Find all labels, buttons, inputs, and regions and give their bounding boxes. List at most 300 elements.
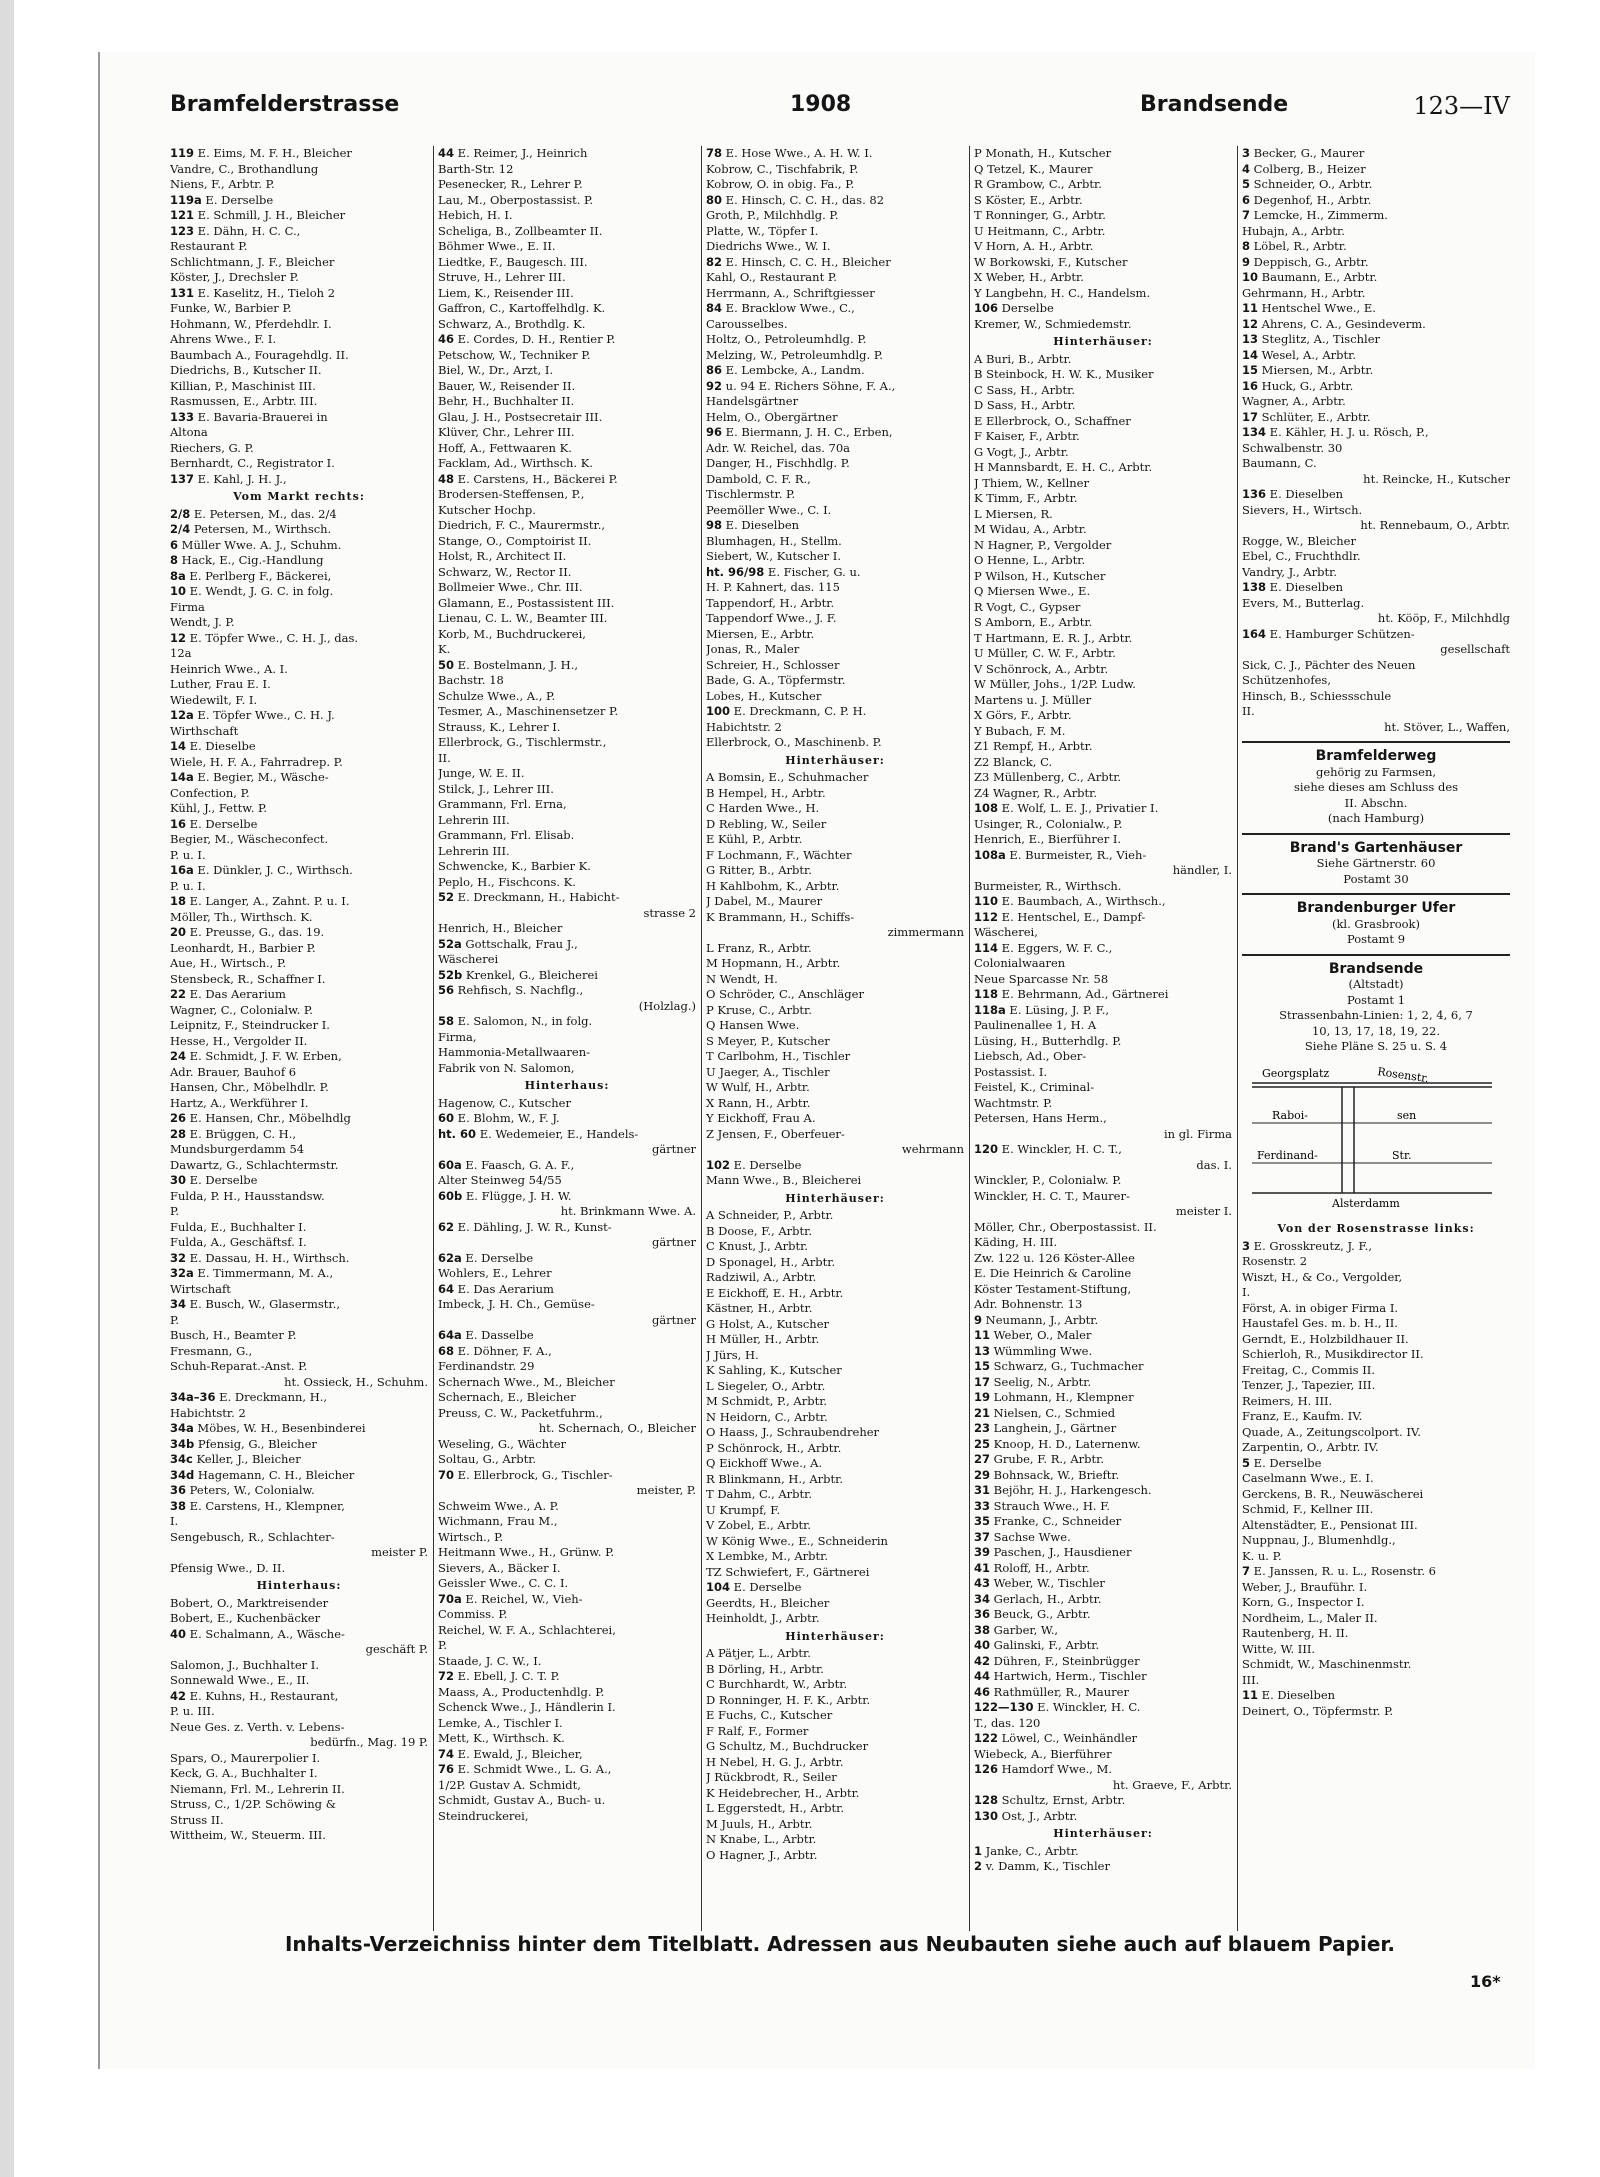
directory-entry: M Hopmann, H., Arbtr. bbox=[706, 956, 841, 970]
directory-entry: Z2 Blanck, C. bbox=[974, 754, 1053, 769]
column-5-street-boxes bbox=[1242, 741, 1510, 1055]
directory-entry: Geerdts, H., Bleicher bbox=[706, 1595, 830, 1610]
directory-entry: 26 E. Hansen, Chr., Möbelhdlg bbox=[170, 1111, 351, 1125]
directory-entry: Burmeister, R., Wirthsch. bbox=[974, 878, 1122, 893]
directory-entry: C Burchhardt, W., Arbtr. bbox=[706, 1677, 848, 1691]
directory-entry: Bauer, W., Reisender II. bbox=[438, 378, 576, 393]
directory-entry: Barth-Str. 12 bbox=[438, 161, 514, 176]
directory-entry: N Hagner, P., Vergolder bbox=[974, 537, 1112, 552]
directory-entry: Struss, C., 1/2P. Schöwing & bbox=[170, 1797, 336, 1811]
directory-entry: Struve, H., Lehrer III. bbox=[438, 270, 566, 284]
directory-entry: N Wendt, H. bbox=[706, 971, 778, 986]
map-raboisen-a: Raboi- bbox=[1272, 1108, 1308, 1122]
directory-entry: Stange, O., Comptoirist II. bbox=[438, 533, 592, 548]
directory-entry: meister, P. bbox=[636, 1483, 696, 1497]
directory-entry: Wendt, J. P. bbox=[170, 615, 235, 629]
directory-entry: 6 Müller Wwe. A. J., Schuhm. bbox=[170, 537, 342, 552]
directory-entry: C Harden Wwe., H. bbox=[706, 801, 820, 815]
directory-entry: 12 E. Töpfer Wwe., C. H. J., das. bbox=[170, 630, 359, 645]
directory-entry: Z3 Müllenberg, C., Arbtr. bbox=[974, 770, 1122, 784]
directory-entry: Fulda, P. H., Hausstandsw. bbox=[170, 1188, 325, 1203]
directory-entry: Wagner, C., Colonialw. P. bbox=[170, 1002, 313, 1017]
directory-entry: Lienau, C. L. W., Beamter III. bbox=[438, 611, 608, 625]
directory-entry: 15 Schwarz, G., Tuchmacher bbox=[974, 1359, 1144, 1373]
directory-entry: Hinterhäuser: bbox=[785, 1191, 885, 1205]
directory-entry: Firma bbox=[170, 599, 205, 614]
directory-entry: 84 E. Bracklow Wwe., C., bbox=[706, 301, 855, 315]
directory-entry: Wirthschaft bbox=[170, 723, 239, 738]
directory-entry: Wirtschaft bbox=[170, 1281, 231, 1296]
street-box-line: Strassenbahn-Linien: 1, 2, 4, 6, 7 bbox=[1279, 1008, 1473, 1022]
directory-entry: Z Jensen, F., Oberfeuer- bbox=[706, 1126, 845, 1141]
directory-entry: Mett, K., Wirthsch. K. bbox=[438, 1731, 565, 1745]
directory-entry: 40 E. Schalmann, A., Wäsche- bbox=[170, 1626, 345, 1641]
directory-entry: Winckler, H. C. T., Maurer- bbox=[974, 1188, 1130, 1203]
directory-entry: Franz, E., Kaufm. IV. bbox=[1242, 1409, 1363, 1423]
directory-entry: W König Wwe., E., Schneiderin bbox=[706, 1533, 888, 1548]
street-box-line: Postamt 9 bbox=[1346, 932, 1406, 946]
directory-entry: Danger, H., Fischhdlg. P. bbox=[706, 456, 850, 470]
directory-entry: B Doose, F., Arbtr. bbox=[706, 1223, 813, 1238]
directory-entry: 62a E. Derselbe bbox=[438, 1250, 534, 1265]
directory-entry: Niens, F., Arbtr. P. bbox=[170, 177, 275, 191]
directory-entry: Wiszt, H., & Co., Vergolder, bbox=[1242, 1269, 1403, 1284]
directory-entry: Schlichtmann, J. F., Bleicher bbox=[170, 254, 335, 269]
directory-entry: Freitag, C., Commis II. bbox=[1242, 1362, 1375, 1377]
directory-entry: 30 E. Derselbe bbox=[170, 1173, 258, 1187]
directory-entry: H. P. Kahnert, das. 115 bbox=[706, 580, 840, 594]
directory-entry: X Lembke, M., Arbtr. bbox=[706, 1549, 829, 1563]
directory-entry: 133 E. Bavaria-Brauerei in bbox=[170, 409, 328, 424]
directory-entry: ht. Stöver, L., Waffen, bbox=[1384, 719, 1510, 734]
directory-entry: Carousselbes. bbox=[706, 316, 788, 331]
directory-entry: M Schmidt, P., Arbtr. bbox=[706, 1394, 828, 1408]
directory-entry: 1 Janke, C., Arbtr. bbox=[974, 1843, 1079, 1858]
directory-entry: A Buri, B., Arbtr. bbox=[974, 351, 1072, 366]
directory-entry: 64a E. Dasselbe bbox=[438, 1328, 534, 1342]
directory-entry: Feistel, K., Criminal- bbox=[974, 1080, 1095, 1094]
directory-entry: 52b Krenkel, G., Bleicherei bbox=[438, 967, 598, 982]
directory-page bbox=[98, 52, 1535, 2069]
directory-entry: E Kühl, P., Arbtr. bbox=[706, 832, 803, 846]
directory-entry: gärtner bbox=[651, 1142, 696, 1156]
directory-entry: Diedrichs Wwe., W. I. bbox=[706, 239, 831, 253]
directory-entry: Hesse, H., Vergolder II. bbox=[170, 1033, 308, 1048]
directory-entry: Fulda, A., Geschäftsf. I. bbox=[170, 1235, 307, 1249]
directory-entry: K. u. P. bbox=[1242, 1548, 1282, 1563]
street-box-line: Postamt 30 bbox=[1343, 871, 1409, 886]
directory-entry: U Krumpf, F. bbox=[706, 1502, 781, 1517]
directory-entry: T Ronninger, G., Arbtr. bbox=[974, 208, 1106, 222]
directory-entry: 38 Garber, W., bbox=[974, 1622, 1059, 1637]
directory-entry: ht. Brinkmann Wwe. A. bbox=[560, 1204, 696, 1218]
directory-entry: 118 E. Behrmann, Ad., Gärtnerei bbox=[974, 987, 1169, 1001]
directory-entry: Z1 Rempf, H., Arbtr. bbox=[974, 739, 1093, 753]
directory-entry: 58 E. Salomon, N., in folg. bbox=[438, 1014, 593, 1028]
directory-entry: 42 Dühren, F., Steinbrügger bbox=[974, 1653, 1140, 1668]
directory-entry: 16 E. Derselbe bbox=[170, 816, 258, 831]
directory-entry: Adr. W. Reichel, das. 70a bbox=[706, 440, 851, 455]
directory-entry: 32 E. Dassau, H. H., Wirthsch. bbox=[170, 1250, 350, 1265]
directory-entry: Helm, O., Obergärtner bbox=[706, 409, 838, 424]
column-4 bbox=[974, 146, 1232, 1931]
directory-entry: Wittheim, W., Steuerm. III. bbox=[170, 1828, 326, 1842]
directory-entry: Lüsing, H., Butterhdlg. P. bbox=[974, 1033, 1122, 1048]
directory-entry: Grammann, Frl. Elisab. bbox=[438, 828, 575, 842]
directory-entry: gesellschaft bbox=[1440, 642, 1510, 656]
directory-entry: Petschow, W., Techniker P. bbox=[438, 347, 591, 362]
map-georgsplatz: Georgsplatz bbox=[1262, 1066, 1330, 1080]
directory-entry: Tappendorf Wwe., J. F. bbox=[706, 611, 837, 625]
directory-entry: Diedrichs, B., Kutscher II. bbox=[170, 363, 322, 377]
directory-entry: 136 E. Dieselben bbox=[1242, 487, 1344, 501]
directory-entry: 34 E. Busch, W., Glasermstr., bbox=[170, 1297, 340, 1311]
street-box-title: Bramfelderweg bbox=[1315, 748, 1437, 764]
street-box-line: 10, 13, 17, 18, 19, 22. bbox=[1311, 1023, 1440, 1038]
directory-entry: A Pätjer, L., Arbtr. bbox=[706, 1646, 811, 1660]
directory-entry: X Görs, F., Arbtr. bbox=[974, 708, 1072, 722]
directory-entry: P Wilson, H., Kutscher bbox=[974, 568, 1106, 583]
directory-entry: Wichmann, Frau M., bbox=[438, 1514, 558, 1528]
directory-entry: 31 Bejöhr, H. J., Harkengesch. bbox=[974, 1483, 1152, 1497]
directory-entry: C Knust, J., Arbtr. bbox=[706, 1239, 809, 1253]
directory-entry: Habichtstr. 2 bbox=[706, 719, 782, 734]
directory-entry: Glau, J. H., Postsecretair III. bbox=[438, 409, 603, 424]
directory-entry: 46 E. Cordes, D. H., Rentier P. bbox=[438, 332, 616, 346]
directory-entry: Soltau, G., Arbtr. bbox=[438, 1452, 537, 1466]
directory-entry: Funke, W., Barbier P. bbox=[170, 301, 292, 315]
directory-entry: P. bbox=[170, 1204, 180, 1218]
directory-entry: Schmidt, Gustav A., Buch- u. bbox=[438, 1793, 606, 1807]
directory-entry: Wäscherei bbox=[438, 952, 499, 966]
directory-entry: Groth, P., Milchhdlg. P. bbox=[706, 208, 839, 222]
header-page: 123—IV bbox=[1413, 92, 1510, 120]
directory-entry: 7 Lemcke, H., Zimmerm. bbox=[1242, 208, 1388, 222]
directory-entry: 10 Baumann, E., Arbtr. bbox=[1242, 270, 1378, 284]
directory-entry: 72 E. Ebell, J. C. T. P. bbox=[438, 1669, 560, 1683]
directory-entry: U Jaeger, A., Tischler bbox=[706, 1064, 830, 1079]
directory-entry: 119a E. Derselbe bbox=[170, 192, 274, 207]
directory-entry: Pesenecker, R., Lehrer P. bbox=[438, 177, 583, 191]
directory-entry: 92 u. 94 E. Richers Söhne, F. A., bbox=[706, 378, 896, 393]
directory-entry: Sick, C. J., Pächter des Neuen bbox=[1242, 657, 1416, 672]
directory-entry: F Lochmann, F., Wächter bbox=[706, 847, 852, 862]
column-rule bbox=[969, 146, 970, 1931]
column-rule bbox=[1237, 146, 1238, 1931]
directory-entry: ht. Ossieck, H., Schuhm. bbox=[284, 1374, 428, 1389]
directory-entry: L Franz, R., Arbtr. bbox=[706, 940, 812, 955]
directory-entry: 56 Rehfisch, S. Nachflg., bbox=[438, 983, 584, 997]
directory-entry: Firma, bbox=[438, 1029, 477, 1044]
directory-entry: 6 Degenhof, H., Arbtr. bbox=[1242, 192, 1372, 207]
directory-entry: 34b Pfensig, G., Bleicher bbox=[170, 1436, 317, 1451]
directory-entry: Nuppnau, J., Blumenhdlg., bbox=[1242, 1533, 1396, 1547]
directory-entry: 110 E. Baumbach, A., Wirthsch., bbox=[974, 894, 1166, 908]
directory-entry: Tesmer, A., Maschinensetzer P. bbox=[438, 704, 619, 718]
directory-entry: 3 Becker, G., Maurer bbox=[1242, 146, 1365, 160]
directory-entry: Vandry, J., Arbtr. bbox=[1242, 564, 1338, 579]
directory-entry: 134 E. Kähler, H. J. u. Rösch, P., bbox=[1242, 425, 1429, 439]
directory-entry: I. bbox=[1242, 1285, 1251, 1299]
directory-entry: Hagenow, C., Kutscher bbox=[438, 1095, 571, 1110]
directory-entry: T Hartmann, E. R. J., Arbtr. bbox=[974, 630, 1133, 645]
page-footer: Inhalts-Verzeichniss hinter dem Titelblatt. Adressen aus Neubauten siehe auch auf blauem Papier. bbox=[284, 1932, 1396, 1956]
directory-entry: 2/8 E. Petersen, M., das. 2/4 bbox=[170, 506, 337, 521]
directory-entry: Diedrich, F. C., Maurermstr., bbox=[438, 518, 606, 532]
directory-entry: Habichtstr. 2 bbox=[170, 1405, 246, 1420]
directory-entry: 104 E. Derselbe bbox=[706, 1580, 802, 1594]
directory-entry: G Vogt, J., Arbtr. bbox=[974, 444, 1069, 459]
directory-entry: Colonialwaaren bbox=[974, 956, 1066, 970]
directory-entry: Luther, Frau E. I. bbox=[170, 677, 271, 691]
directory-entry: 50 E. Bostelmann, J. H., bbox=[438, 657, 579, 672]
directory-entry: Bade, G. A., Töpfermstr. bbox=[706, 673, 846, 687]
directory-entry: Kühl, J., Fettw. P. bbox=[170, 801, 268, 815]
directory-entry: in gl. Firma bbox=[1163, 1126, 1232, 1141]
directory-entry: Dawartz, G., Schlachtermstr. bbox=[170, 1157, 339, 1172]
directory-entry: 60a E. Faasch, G. A. F., bbox=[438, 1157, 575, 1172]
directory-entry: 52a Gottschalk, Frau J., bbox=[438, 936, 578, 951]
directory-entry: Schwalbenstr. 30 bbox=[1242, 440, 1343, 455]
column-2 bbox=[438, 146, 696, 1931]
directory-entry: Usinger, R., Colonialw., P. bbox=[974, 816, 1123, 831]
directory-entry: Hartz, A., Werkführer I. bbox=[170, 1095, 309, 1110]
directory-entry: 4 Colberg, B., Heizer bbox=[1242, 161, 1366, 176]
directory-entry: Quade, A., Zeitungscolport. IV. bbox=[1242, 1424, 1421, 1439]
directory-entry: händler, I. bbox=[1172, 863, 1232, 877]
directory-entry: Korb, M., Buchdruckerei, bbox=[438, 626, 586, 641]
directory-entry: Haustafel Ges. m. b. H., II. bbox=[1242, 1316, 1398, 1330]
directory-entry: Miersen, E., Arbtr. bbox=[706, 626, 815, 641]
directory-entry: 14 E. Dieselbe bbox=[170, 739, 256, 753]
directory-entry: 128 Schultz, Ernst, Arbtr. bbox=[974, 1793, 1126, 1807]
directory-entry: 38 E. Carstens, H., Klempner, bbox=[170, 1498, 345, 1513]
directory-entry: Schierloh, R., Musikdirector II. bbox=[1242, 1347, 1424, 1361]
street-box-line: (Altstadt) bbox=[1348, 977, 1404, 991]
directory-entry: Kästner, H., Arbtr. bbox=[706, 1301, 813, 1315]
directory-entry: 70 E. Ellerbrock, G., Tischler- bbox=[438, 1467, 613, 1482]
directory-entry: 25 Knoop, H. D., Laternenw. bbox=[974, 1436, 1141, 1451]
street-box-line: Siehe Pläne S. 25 u. S. 4 bbox=[1304, 1039, 1448, 1053]
directory-entry: 34c Keller, J., Bleicher bbox=[170, 1452, 301, 1466]
directory-entry: Brodersen-Steffensen, P., bbox=[438, 487, 585, 501]
directory-entry: bedürfn., Mag. 19 P. bbox=[310, 1735, 428, 1749]
directory-entry: Radziwil, A., Arbtr. bbox=[706, 1270, 817, 1284]
street-box-title: Brandsende bbox=[1328, 960, 1424, 977]
directory-entry: V Schönrock, A., Arbtr. bbox=[974, 661, 1109, 676]
directory-entry: Leipnitz, F., Steindrucker I. bbox=[170, 1018, 330, 1032]
directory-entry: Pfensig Wwe., D. II. bbox=[170, 1560, 286, 1575]
directory-entry: Niemann, Frl. M., Lehrerin II. bbox=[170, 1781, 345, 1796]
directory-entry: Schwarz, W., Rector II. bbox=[438, 564, 572, 579]
street-box bbox=[1242, 741, 1510, 827]
directory-entry: 114 E. Eggers, W. F. C., bbox=[974, 940, 1113, 955]
directory-entry: 9 Neumann, J., Arbtr. bbox=[974, 1312, 1099, 1327]
directory-entry: 34a Möbes, W. H., Besenbinderei bbox=[170, 1421, 366, 1435]
column-5-entries bbox=[1242, 146, 1510, 735]
directory-entry: O Haass, J., Schraubendreher bbox=[706, 1425, 880, 1439]
directory-entry: Hinterhaus: bbox=[256, 1579, 342, 1592]
directory-entry: 34 Gerlach, H., Arbtr. bbox=[974, 1591, 1102, 1606]
directory-entry: Z4 Wagner, R., Arbtr. bbox=[974, 785, 1098, 800]
directory-entry: ht. Schernach, O., Bleicher bbox=[538, 1421, 696, 1435]
directory-entry: Petersen, Hans Herm., bbox=[974, 1111, 1107, 1125]
directory-entry: M Widau, A., Arbtr. bbox=[974, 522, 1087, 536]
directory-entry: 32a E. Timmermann, M. A., bbox=[170, 1266, 334, 1280]
directory-entry: J Jürs, H. bbox=[706, 1347, 759, 1362]
directory-entry: Lobes, H., Kutscher bbox=[706, 688, 822, 703]
directory-entry: Y Bubach, F. M. bbox=[974, 723, 1066, 738]
directory-entry: 5 E. Derselbe bbox=[1242, 1455, 1322, 1470]
directory-entry: Adr. Brauer, Bauhof 6 bbox=[170, 1064, 297, 1079]
directory-entry: Ferdinandstr. 29 bbox=[438, 1359, 535, 1373]
directory-entry: Q Miersen Wwe., E. bbox=[974, 584, 1091, 598]
header-street-right: Brandsende bbox=[1140, 92, 1289, 117]
directory-entry: P Kruse, C., Arbtr. bbox=[706, 1002, 812, 1017]
street-box-line: gehörig zu Farmsen, bbox=[1315, 764, 1437, 779]
directory-entry: 74 E. Ewald, J., Bleicher, bbox=[438, 1746, 583, 1761]
directory-entry: I. bbox=[170, 1514, 179, 1528]
directory-entry: 10 E. Wendt, J. G. C. in folg. bbox=[170, 584, 334, 598]
directory-entry: Hinterhäuser: bbox=[785, 1629, 885, 1643]
directory-entry: Hinterhäuser: bbox=[1053, 1827, 1153, 1840]
directory-entry: R Grambow, C., Arbtr. bbox=[974, 177, 1102, 191]
directory-entry: V Horn, A. H., Arbtr. bbox=[974, 239, 1094, 253]
directory-entry: Fulda, E., Buchhalter I. bbox=[170, 1219, 307, 1234]
directory-entry: Wiebeck, A., Bierführer bbox=[974, 1746, 1112, 1761]
directory-entry: 33 Strauch Wwe., H. F. bbox=[974, 1498, 1111, 1513]
directory-entry: Bachstr. 18 bbox=[438, 673, 504, 687]
directory-entry: Hansen, Chr., Möbelhdlr. P. bbox=[170, 1080, 329, 1094]
directory-entry: R Vogt, C., Gypser bbox=[974, 599, 1081, 614]
directory-entry: A Schneider, P., Arbtr. bbox=[706, 1208, 834, 1222]
directory-entry: J Rückbrodt, R., Seiler bbox=[706, 1770, 837, 1784]
directory-entry: P. bbox=[438, 1638, 448, 1652]
directory-entry: Zarpentin, O., Arbtr. IV. bbox=[1242, 1440, 1379, 1454]
directory-entry: 8 Hack, E., Cig.-Handlung bbox=[170, 553, 324, 567]
directory-entry: 29 Bohnsack, W., Brieftr. bbox=[974, 1467, 1120, 1482]
directory-entry: Altona bbox=[170, 425, 208, 439]
directory-entry: P. u. I. bbox=[170, 847, 206, 862]
directory-entry: Vom Markt rechts: bbox=[233, 490, 365, 503]
header-year: 1908 bbox=[790, 92, 852, 117]
directory-entry: Hoff, A., Fettwaaren K. bbox=[438, 440, 572, 455]
directory-entry: 119 E. Eims, M. F. H., Bleicher bbox=[170, 146, 352, 160]
directory-entry: Weber, J., Brauführ. I. bbox=[1242, 1579, 1368, 1594]
directory-entry: Rosenstr. 2 bbox=[1242, 1254, 1308, 1268]
street-box-title: Brand's Gartenhäuser bbox=[1289, 839, 1463, 856]
directory-entry: Grammann, Frl. Erna, bbox=[438, 797, 567, 811]
directory-entry: 43 Weber, W., Tischler bbox=[974, 1576, 1105, 1590]
street-box-title: Brandenburger Ufer bbox=[1296, 900, 1456, 916]
directory-entry: 36 Peters, W., Colonialw. bbox=[170, 1483, 315, 1497]
directory-entry: Restaurant P. bbox=[170, 239, 248, 253]
directory-entry: Weseling, G., Wächter bbox=[438, 1436, 567, 1451]
directory-entry: 98 E. Dieselben bbox=[706, 518, 800, 532]
directory-entry: P Monath, H., Kutscher bbox=[974, 146, 1112, 160]
directory-entry: Holtz, O., Petroleumhdlg. P. bbox=[706, 332, 867, 346]
directory-entry: Fabrik von N. Salomon, bbox=[438, 1060, 575, 1075]
directory-entry: Dambold, C. F. R., bbox=[706, 471, 811, 486]
directory-entry: Vandre, C., Brothandlung bbox=[170, 161, 319, 176]
directory-entry: O Henne, L., Arbtr. bbox=[974, 553, 1086, 567]
street-map bbox=[1242, 1063, 1510, 1218]
directory-entry: II. bbox=[1242, 704, 1255, 718]
page-number: 16* bbox=[1470, 1972, 1501, 1991]
directory-entry: strasse 2 bbox=[643, 905, 696, 920]
directory-entry: 164 E. Hamburger Schützen- bbox=[1242, 626, 1415, 641]
directory-entry: Liedtke, F., Baugesch. III. bbox=[438, 254, 588, 269]
page-header bbox=[170, 92, 1510, 132]
directory-entry: A Bomsin, E., Schuhmacher bbox=[706, 770, 869, 784]
directory-entry: 24 E. Schmidt, J. F. W. Erben, bbox=[170, 1049, 342, 1063]
directory-entry: Melzing, W., Petroleumhdlg. P. bbox=[706, 347, 883, 362]
directory-entry: 100 E. Dreckmann, C. P. H. bbox=[706, 704, 867, 718]
directory-entry: 70a E. Reichel, W., Vieh- bbox=[438, 1591, 583, 1606]
street-box-line: II. Abschn. bbox=[1344, 795, 1408, 810]
directory-entry: 17 Schlüter, E., Arbtr. bbox=[1242, 409, 1371, 424]
directory-entry: 11 Hentschel Wwe., E. bbox=[1242, 301, 1376, 315]
directory-entry: Sievers, A., Bäcker I. bbox=[438, 1560, 561, 1575]
directory-entry: Spars, O., Maurerpolier I. bbox=[170, 1750, 321, 1765]
directory-entry: Ahrens Wwe., F. I. bbox=[170, 332, 277, 346]
directory-entry: Winckler, P., Colonialw. P. bbox=[974, 1173, 1122, 1187]
directory-entry: Schützenhofes, bbox=[1242, 673, 1331, 687]
directory-entry: Wagner, A., Arbtr. bbox=[1242, 394, 1346, 408]
directory-entry: 13 Wümmling Wwe. bbox=[974, 1343, 1093, 1358]
directory-entry: 16a E. Dünkler, J. C., Wirthsch. bbox=[170, 863, 353, 877]
directory-entry: Böhmer Wwe., E. II. bbox=[438, 239, 556, 253]
directory-entry: Martens u. J. Müller bbox=[974, 692, 1092, 707]
directory-entry: Junge, W. E. II. bbox=[438, 766, 525, 780]
street-box-line: Siehe Gärtnerstr. 60 bbox=[1316, 856, 1436, 870]
directory-entry: 21 Nielsen, C., Schmied bbox=[974, 1405, 1116, 1420]
directory-entry: H Kahlbohm, K., Arbtr. bbox=[706, 878, 840, 893]
map-rosenstr: Rosenstr. bbox=[1376, 1064, 1430, 1085]
directory-entry: Neue Ges. z. Verth. v. Lebens- bbox=[170, 1719, 345, 1734]
directory-entry: Handelsgärtner bbox=[706, 394, 799, 408]
directory-entry: Y Langbehn, H. C., Handelsm. bbox=[974, 285, 1151, 300]
directory-entry: Von der Rosenstrasse links: bbox=[1277, 1222, 1475, 1235]
directory-entry: 28 E. Brüggen, C. H., bbox=[170, 1126, 297, 1141]
directory-entry: B Steinbock, H. W. K., Musiker bbox=[974, 367, 1154, 381]
directory-entry: Schuh-Reparat.-Anst. P. bbox=[170, 1359, 308, 1373]
directory-entry: Evers, M., Butterlag. bbox=[1242, 595, 1365, 610]
directory-entry: Aue, H., Wirtsch., P. bbox=[170, 956, 287, 970]
directory-entry: Staade, J. C. W., I. bbox=[438, 1653, 542, 1668]
directory-entry: R Blinkmann, H., Arbtr. bbox=[706, 1471, 844, 1486]
directory-entry: Maass, A., Productenhdlg. P. bbox=[438, 1684, 605, 1699]
directory-entry: 37 Sachse Wwe. bbox=[974, 1529, 1071, 1544]
directory-entry: 2 v. Damm, K., Tischler bbox=[974, 1859, 1110, 1873]
directory-entry: Rautenberg, H. II. bbox=[1242, 1626, 1349, 1640]
directory-entry: Heitmann Wwe., H., Grünw. P. bbox=[438, 1545, 615, 1559]
directory-entry: Biel, W., Dr., Arzt, I. bbox=[438, 363, 554, 377]
directory-entry: Killian, P., Maschinist III. bbox=[170, 378, 316, 393]
directory-entry: 108a E. Burmeister, R., Vieh- bbox=[974, 847, 1147, 862]
scan-edge bbox=[0, 0, 14, 2177]
directory-entry: Gerndt, E., Holzbildhauer II. bbox=[1242, 1331, 1409, 1346]
directory-entry: Henrich, H., Bleicher bbox=[438, 921, 563, 935]
directory-entry: Platte, W., Töpfer I. bbox=[706, 223, 819, 238]
street-box-line: siehe dieses am Schluss des bbox=[1293, 780, 1459, 794]
directory-entry: Begier, M., Wäscheconfect. bbox=[170, 832, 329, 846]
directory-entry: Lehrerin III. bbox=[438, 812, 510, 827]
directory-entry: Ellerbrock, G., Tischlermstr., bbox=[438, 735, 607, 749]
map-alsterdamm: Alsterdamm bbox=[1332, 1196, 1400, 1210]
directory-entry: 122—130 E. Winckler, H. C. bbox=[974, 1700, 1141, 1714]
directory-entry: Neue Sparcasse Nr. 58 bbox=[974, 971, 1109, 986]
